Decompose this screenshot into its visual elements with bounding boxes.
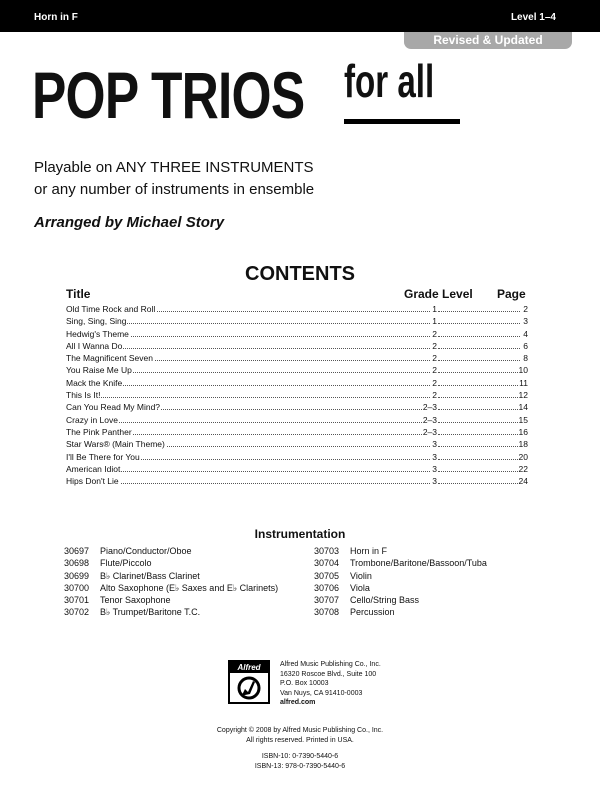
toc-grade: 3 (432, 476, 437, 487)
publisher-street: 16320 Roscoe Blvd., Suite 100 (280, 670, 377, 678)
instrument-name: Horn in F (350, 546, 388, 556)
toc-row (66, 340, 528, 352)
publisher-name: Alfred Music Publishing Co., Inc. (280, 661, 381, 668)
toc-row (66, 463, 528, 475)
publisher-web: alfred.com (280, 699, 316, 707)
toc-page: 16 (518, 426, 528, 437)
instrument-name: B♭ Trumpet/Baritone T.C. (100, 607, 201, 618)
instrument-name: Violin (350, 570, 372, 581)
toc-grade: 3 (432, 451, 437, 462)
instrument-number: 30698 (64, 558, 90, 569)
dot-leader (438, 360, 520, 361)
instrument-item (314, 595, 487, 607)
top-bar (0, 0, 600, 32)
toc-list (66, 303, 528, 487)
instrument-name: Alto Saxophone (E♭ Saxes and E♭ Clarinets) (100, 582, 279, 593)
dot-leader (438, 348, 520, 349)
logo-text: Alfred (230, 662, 268, 673)
dot-leader (438, 336, 520, 337)
toc-title: I'll Be There for You (66, 451, 140, 462)
dot-leader (438, 372, 520, 373)
instrument-number: 30707 (314, 595, 340, 606)
toc-row (66, 303, 528, 315)
dot-leader (438, 311, 520, 312)
toc-row (66, 401, 528, 413)
instrument-number: 30700 (64, 582, 90, 593)
toc-col-grade: Grade Level (404, 287, 473, 301)
title-underline (344, 119, 460, 124)
instrument-name: Viola (350, 582, 370, 593)
instrument-number: 30706 (314, 582, 340, 593)
dot-leader (438, 409, 520, 410)
instrument-item (64, 595, 278, 607)
instrument-item (314, 558, 487, 570)
toc-grade: 2–3 (422, 414, 437, 425)
instrument-number: 30703 (314, 546, 340, 556)
publisher-city: Van Nuys, CA 91410-0003 (280, 689, 363, 697)
toc-row (66, 426, 528, 438)
book-title-suffix: for all (344, 55, 435, 107)
isbn-13: ISBN-13: 978-0-7390-5440-6 (254, 762, 346, 770)
instrument-item (314, 571, 487, 583)
instrument-name: Cello/String Bass (350, 595, 420, 606)
dot-leader (438, 397, 520, 398)
instrument-number: 30704 (314, 558, 340, 569)
toc-row (66, 352, 528, 364)
toc-title: Mack the Knife (66, 377, 123, 388)
toc-title: Hips Don't Lie (66, 476, 119, 487)
toc-page: 6 (523, 340, 528, 351)
instrument-number: 30701 (64, 595, 90, 606)
isbn-block (0, 752, 600, 771)
toc-grade: 3 (432, 463, 437, 474)
toc-title: This Is It! (66, 390, 101, 401)
dot-leader (438, 483, 520, 484)
toc-page: 2 (523, 304, 528, 314)
toc-row (66, 451, 528, 463)
toc-page: 4 (523, 328, 528, 339)
instrument-list-right (314, 546, 487, 620)
toc-page: 15 (518, 414, 528, 425)
toc-page: 11 (519, 377, 528, 388)
copyright (0, 726, 600, 745)
toc-title: Can You Read My Mind? (66, 402, 161, 413)
toc-title: All I Wanna Do (66, 340, 123, 351)
contents-heading: CONTENTS (245, 263, 355, 285)
alfred-music-logo-icon (233, 675, 265, 701)
copyright-line-2: All rights reserved. Printed in USA. (246, 736, 354, 744)
toc-page: 22 (518, 463, 528, 474)
instrument-item (64, 546, 278, 558)
toc-grade: 2–3 (422, 426, 437, 437)
toc-grade: 1 (432, 304, 437, 314)
instrument-item (314, 583, 487, 595)
instrument-item (314, 607, 487, 619)
isbn-10: ISBN-10: 0-7390-5440-6 (261, 753, 339, 760)
instrument-item (64, 571, 278, 583)
dot-leader (438, 471, 520, 472)
toc-page: 8 (523, 353, 528, 364)
level-label: Level 1–4 (510, 12, 556, 23)
dot-leader (66, 483, 438, 484)
toc-page: 12 (518, 390, 528, 401)
toc-grade: 2 (432, 365, 437, 376)
toc-page: 18 (518, 439, 528, 450)
toc-grade: 2 (432, 377, 437, 388)
publisher-info (280, 660, 381, 708)
instrument-name: Flute/Piccolo (100, 558, 152, 569)
toc-page: 3 (523, 316, 528, 327)
toc-title: Sing, Sing, Sing (66, 316, 127, 327)
alfred-logo (228, 660, 270, 704)
instrument-item (314, 546, 487, 558)
instrument-number: 30705 (314, 570, 340, 581)
toc-page: 14 (518, 402, 528, 413)
toc-grade: 2–3 (422, 402, 437, 413)
revised-badge: Revised & Updated (404, 32, 572, 49)
instrument-number: 30699 (64, 570, 90, 581)
toc-grade: 2 (432, 353, 437, 364)
instrument-name: Piano/Conductor/Oboe (100, 546, 192, 556)
book-title: POP TRIOS (32, 58, 305, 132)
instrument-item (64, 607, 278, 619)
copyright-line-1: Copyright © 2008 by Alfred Music Publishing Co., Inc. (216, 727, 384, 734)
instrument-item (64, 558, 278, 570)
toc-row (66, 389, 528, 401)
toc-page: 10 (518, 365, 528, 376)
toc-row (66, 438, 528, 450)
toc-row (66, 328, 528, 340)
dot-leader (438, 422, 520, 423)
toc-title: The Pink Panther (66, 426, 132, 437)
dot-leader (66, 397, 438, 398)
toc-header (66, 287, 528, 303)
arranger-credit: Arranged by Michael Story (34, 214, 225, 231)
toc-grade: 1 (432, 316, 437, 327)
dot-leader (438, 385, 520, 386)
toc-title: You Raise Me Up (66, 365, 132, 376)
toc-row (66, 377, 528, 389)
subtitle-line-2: or any number of instruments in ensemble (34, 181, 315, 198)
instrument-number: 30697 (64, 546, 90, 556)
toc-title: Hedwig's Theme (66, 328, 129, 339)
dot-leader (66, 471, 438, 472)
subtitle-line-1: Playable on ANY THREE INSTRUMENTS (34, 159, 314, 176)
toc-grade: 2 (432, 328, 437, 339)
toc-row (66, 364, 528, 376)
toc-title: Crazy in Love (66, 414, 118, 425)
dot-leader (438, 446, 520, 447)
instrument-number: 30702 (64, 607, 90, 618)
toc-title: The Magnificent Seven (66, 353, 153, 364)
toc-title: Star Wars® (Main Theme) (66, 439, 165, 450)
toc-grade: 2 (432, 340, 437, 351)
toc-col-title: Title (66, 287, 91, 301)
instrument-name: B♭ Clarinet/Bass Clarinet (100, 570, 200, 581)
part-name: Horn in F (34, 12, 78, 23)
toc-col-page: Page (497, 287, 526, 301)
dot-leader (438, 434, 520, 435)
instrument-name: Trombone/Baritone/Bassoon/Tuba (350, 558, 487, 569)
instrument-name: Percussion (350, 607, 395, 618)
dot-leader (66, 422, 438, 423)
toc-title: Old Time Rock and Roll (66, 304, 156, 314)
instrument-item (64, 583, 278, 595)
publisher-pobox: P.O. Box 10003 (280, 680, 329, 688)
toc-title: American Idiot (66, 463, 121, 474)
toc-page: 20 (518, 451, 528, 462)
instrumentation-heading: Instrumentation (254, 527, 346, 541)
toc-grade: 3 (432, 439, 437, 450)
dot-leader (438, 459, 520, 460)
instrument-number: 30708 (314, 607, 340, 618)
instrument-list-left (64, 546, 278, 620)
table-of-contents (66, 287, 528, 487)
toc-row (66, 475, 528, 487)
toc-row (66, 315, 528, 327)
dot-leader (438, 323, 520, 324)
toc-row (66, 414, 528, 426)
toc-page: 24 (518, 476, 528, 487)
instrument-name: Tenor Saxophone (100, 595, 171, 606)
toc-grade: 2 (432, 390, 437, 401)
